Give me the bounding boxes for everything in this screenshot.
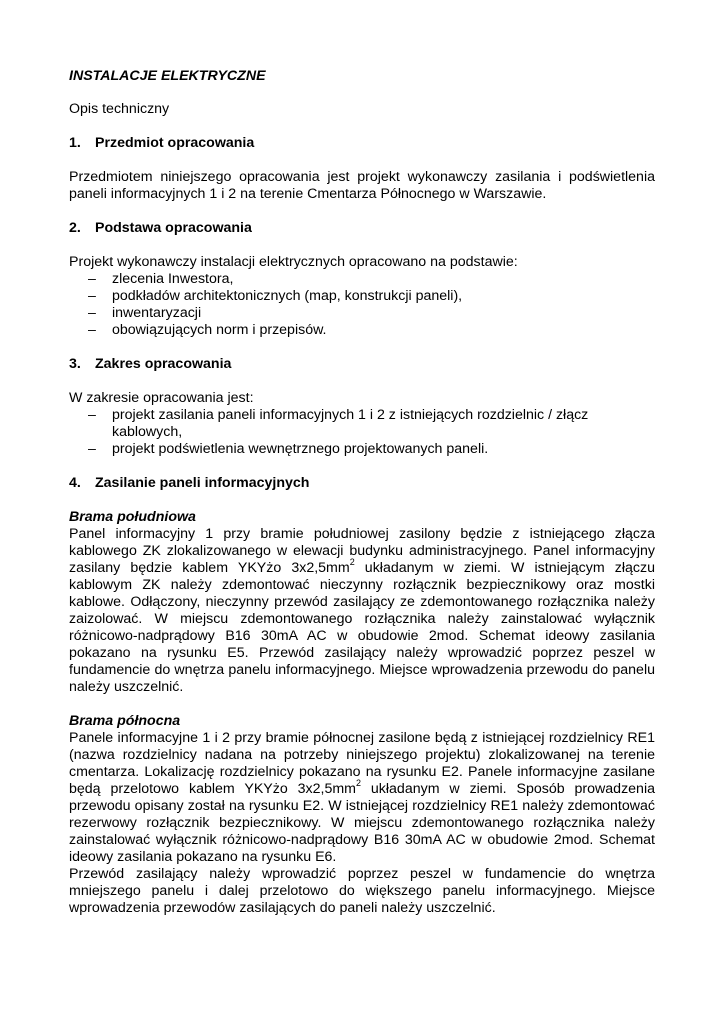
dash-bullet: – — [88, 322, 96, 338]
south-gate-paragraph — [69, 526, 655, 696]
dash-bullet: – — [88, 288, 96, 304]
section-4-number: 4. — [69, 475, 81, 491]
section-1-paragraph: Przedmiotem niniejszego opracowania jest projekt wykonawczy zasilania i podświetlenia paneli informacyjnych 1 i 2 na terenie Cmentarza Północnego w Warszawie. — [69, 169, 655, 202]
section-2-intro: Projekt wykonawczy instalacji elektrycznych opracowano na podstawie: — [69, 254, 518, 270]
north-gate-heading: Brama północna — [69, 713, 181, 729]
section-3-title: Zakres opracowania — [95, 356, 232, 372]
list-item — [69, 288, 655, 305]
section-1-number: 1. — [69, 135, 81, 151]
south-gate-text-part-2: układanym w ziemi. W istniejącym złączu kablowym ZK należy zdemontować nieczynny rozłącznik bezpiecznikowy oraz mostki kablowe. Odłączony, nieczynny przewód zasilający ze zdemontowanego rozłącznika należy zaizolować. W miejscu zdemontowanego rozłącznika należy zainstalować wyłącznik różnicowo-nadprądowy B16 30mA AC w obudowie 2mod. Schemat ideowy zasilania pokazano na rysunku E5. Przewód zasilający należy wprowadzić poprzez peszel w fundamencie do wnętrza panelu informacyjnego. Miejsce wprowadzenia przewodu do panelu należy uszczelnić. — [69, 560, 656, 695]
section-2-list — [69, 271, 655, 339]
south-gate-superscript: 2 — [349, 557, 355, 568]
section-2-number: 2. — [69, 220, 81, 236]
north-gate-text-part-2: układanym w ziemi. Sposób prowadzenia przewodu opisany został na rysunku E2. W istniejącej rozdzielnicy RE1 należy zdemontować rezerwowy rozłącznik bezpiecznikowy. W miejscu zdemontowanego rozłącznika należy zainstalować wyłącznik różnicowo-nadprądowy B16 30mA AC w obudowie 2mod. Schemat ideowy zasilania pokazano na rysunku E6. — [69, 781, 655, 865]
section-3-heading — [69, 356, 655, 373]
list-item-text: projekt zasilania paneli informacyjnych 1 i 2 z istniejących rozdzielnic / złącz kablowych, — [112, 407, 589, 440]
north-gate-superscript: 2 — [355, 778, 361, 789]
list-item — [69, 271, 655, 288]
north-gate-paragraph-2: Przewód zasilający należy wprowadzić poprzez peszel w fundamencie do wnętrza mniejszego panelu i dalej przelotowo do większego panelu informacyjnego. Miejsce wprowadzenia przewodów zasilających do paneli należy uszczelnić. — [69, 866, 655, 916]
section-4-heading — [69, 475, 655, 492]
section-3-intro: W zakresie opracowania jest: — [69, 390, 254, 406]
dash-bullet: – — [88, 441, 96, 457]
section-2-heading — [69, 220, 655, 237]
document-subtitle: Opis techniczny — [69, 101, 170, 117]
section-2-title: Podstawa opracowania — [95, 220, 252, 236]
list-item — [69, 441, 655, 458]
section-4-title: Zasilanie paneli informacyjnych — [95, 475, 310, 491]
list-item-text: inwentaryzacji — [112, 305, 202, 321]
south-gate-heading: Brama południowa — [69, 509, 196, 525]
document-title: INSTALACJE ELEKTRYCZNE — [69, 68, 266, 84]
section-1-title: Przedmiot opracowania — [95, 135, 255, 151]
north-gate-paragraph — [69, 730, 655, 866]
list-item — [69, 322, 655, 339]
document-page — [69, 68, 655, 917]
section-3-list — [69, 407, 655, 458]
south-gate-text-part-1: Panel informacyjny 1 przy bramie południowej zasilony będzie z istniejącego złącza kablowego ZK zlokalizowanego w elewacji budynku administracyjnego. Panel informacyjny zasilany będzie kablem YKYżo 3x2,5mm — [69, 526, 655, 576]
list-item — [69, 305, 655, 322]
list-item-text: zlecenia Inwestora, — [112, 271, 234, 287]
section-3-number: 3. — [69, 356, 81, 372]
dash-bullet: – — [88, 271, 96, 287]
section-1-heading — [69, 135, 655, 152]
list-item-text: projekt podświetlenia wewnętrznego projektowanych paneli. — [112, 441, 489, 457]
dash-bullet: – — [88, 407, 96, 423]
dash-bullet: – — [88, 305, 96, 321]
north-gate-text-part-1: Panele informacyjne 1 i 2 przy bramie północnej zasilone będą z istniejącej rozdzielnicy RE1 (nazwa rozdzielnicy nadana na potrzeby niniejszego projektu) zlokalizowanej na terenie cmentarza. Lokalizację rozdzielnicy pokazano na rysunku E2. Panele informacyjne zasilane będą przelotowo kablem YKYżo 3x2,5mm — [69, 730, 655, 797]
list-item-text: podkładów architektonicznych (map, konstrukcji paneli), — [112, 288, 463, 304]
list-item-text: obowiązujących norm i przepisów. — [112, 322, 327, 338]
list-item — [69, 407, 655, 441]
